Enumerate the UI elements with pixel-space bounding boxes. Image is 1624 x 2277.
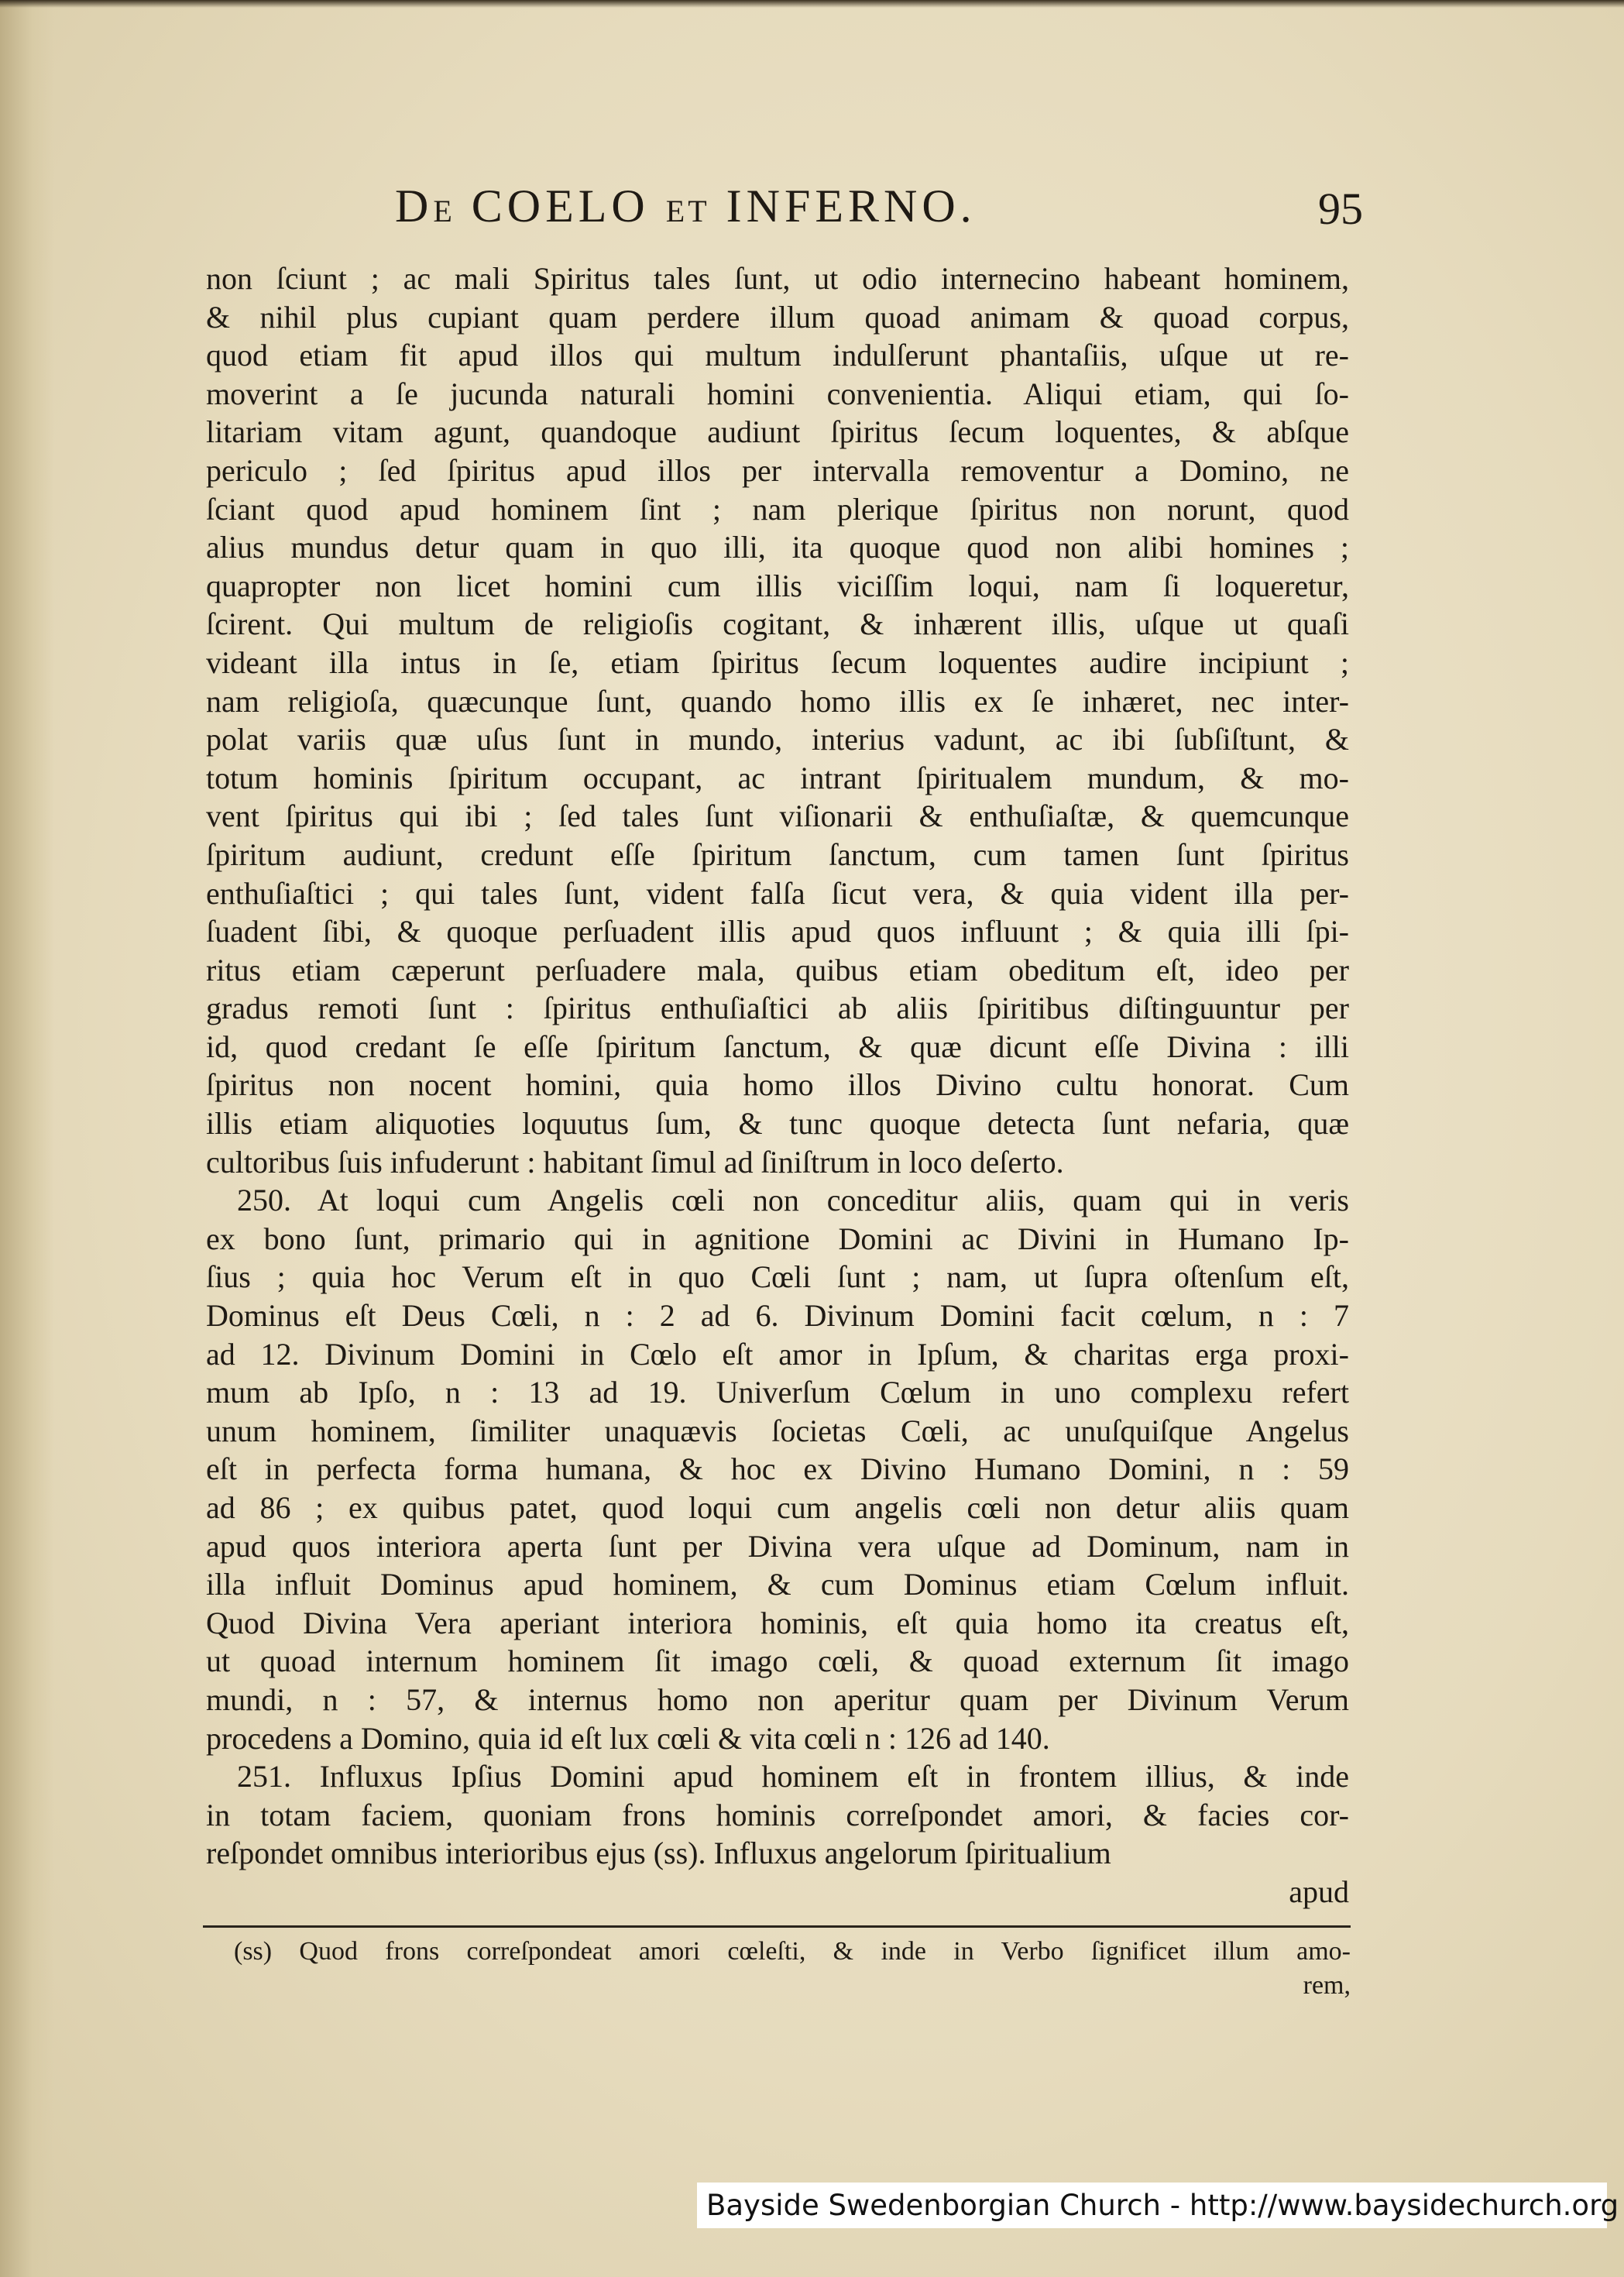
binding-shadow <box>0 0 54 2277</box>
footnote-line: (ss) Quod frons correſpondeat amori cœleſti, & inde in Verbo ſignificet illum amo- <box>234 1937 1351 1966</box>
text-line: nam religioſa, quæcunque ſunt, quando homo illis ex ſe inhæret, nec inter- <box>206 683 1349 719</box>
text-line: cultoribus ſuis infuderunt : habitant ſimul ad ſiniſtrum in loco deſerto. <box>206 1144 1064 1180</box>
text-line: illis etiam aliquoties loquutus ſum, & tunc quoque detecta ſunt nefaria, quæ <box>206 1106 1349 1142</box>
page-number: 95 <box>1318 184 1363 234</box>
body-text <box>206 259 1349 1911</box>
title-coelo: COELO <box>471 180 650 232</box>
text-line: periculo ; ſed ſpiritus apud illos per intervalla removentur a Domino, ne <box>206 452 1349 488</box>
text-line: procedens a Domino, quia id eſt lux cœli & vita cœli n : 126 ad 140. <box>206 1720 1050 1756</box>
text-line: videant illa intus in ſe, etiam ſpiritus ſecum loquentes audire incipiunt ; <box>206 644 1349 680</box>
page-top-edge <box>0 0 1624 8</box>
text-line: 250. At loqui cum Angelis cœli non conceditur aliis, quam qui in veris <box>237 1183 1349 1218</box>
text-line: apud <box>1289 1873 1349 1909</box>
text-line: alius mundus detur quam in quo illi, ita quoque quod non alibi homines ; <box>206 530 1349 565</box>
text-line: unum hominem, ſimiliter unaquævis ſocietas Cœli, ac unuſquiſque Angelus <box>206 1413 1349 1448</box>
text-line: ſpiritus non nocent homini, quia homo illos Divino cultu honorat. Cum <box>206 1067 1349 1103</box>
text-line: ſius ; quia hoc Verum eſt in quo Cœli ſunt ; nam, ut ſupra oſtenſum eſt, <box>206 1259 1349 1295</box>
text-line: ſciant quod apud hominem ſint ; nam plerique ſpiritus non norunt, quod <box>206 491 1349 527</box>
text-line: apud quos interiora aperta ſunt per Divina vera uſque ad Dominum, nam in <box>206 1528 1349 1564</box>
footnote-line: rem, <box>1303 1971 1351 2000</box>
text-line: quapropter non licet homini cum illis viciſſim loqui, nam ſi loqueretur, <box>206 568 1349 603</box>
text-line: moverint a ſe jucunda naturali homini convenientia. Aliqui etiam, qui ſo- <box>206 376 1349 411</box>
text-line: Dominus eſt Deus Cœli, n : 2 ad 6. Divinum Domini facit cœlum, n : 7 <box>206 1298 1349 1334</box>
text-line: quod etiam fit apud illos qui multum indulſerunt phantaſiis, uſque ut re- <box>206 338 1349 373</box>
title-de-small: E <box>433 194 455 228</box>
text-line: illa influit Dominus apud hominem, & cum Dominus etiam Cœlum influit. <box>206 1567 1349 1602</box>
text-line: ritus etiam cæperunt perſuadere mala, quibus etiam obeditum eſt, ideo per <box>206 952 1349 987</box>
text-line: id, quod credant ſe eſſe ſpiritum ſanctum, & quæ dicunt eſſe Divina : illi <box>206 1029 1349 1064</box>
text-line: polat variis quæ uſus ſunt in mundo, interius vadunt, ac ibi ſubſiſtunt, & <box>206 722 1349 757</box>
text-line: mundi, n : 57, & internus homo non aperitur quam per Divinum Verum <box>206 1681 1349 1717</box>
text-line: mum ab Ipſo, n : 13 ad 19. Univerſum Cœlum in uno complexu refert <box>206 1375 1349 1410</box>
running-header <box>395 180 1464 242</box>
text-line: ſcirent. Qui multum de religioſis cogitant, & inhærent illis, uſque ut quaſi <box>206 606 1349 642</box>
watermark: Bayside Swedenborgian Church - http://www.baysidechurch.org <box>697 2183 1607 2228</box>
text-line: litariam vitam agunt, quandoque audiunt ſpiritus ſecum loquentes, & abſque <box>206 414 1349 450</box>
text-line: ſuadent ſibi, & quoque perſuadent illis apud quos influunt ; & quia illi ſpi- <box>206 914 1349 950</box>
text-line: ad 12. Divinum Domini in Cœlo eſt amor in Ipſum, & charitas erga proxi- <box>206 1336 1349 1372</box>
title-inferno: INFERNO. <box>726 180 977 232</box>
text-line: ad 86 ; ex quibus patet, quod loqui cum angelis cœli non detur aliis quam <box>206 1490 1349 1525</box>
footnote-rule <box>203 1925 1351 1928</box>
running-title <box>395 180 977 233</box>
text-line: ut quoad internum hominem ſit imago cœli, & quoad externum ſit imago <box>206 1643 1349 1679</box>
title-et: ET <box>665 194 710 228</box>
text-line: enthuſiaſtici ; qui tales ſunt, vident falſa ſicut vera, & quia vident illa per- <box>206 875 1349 911</box>
text-line: in totam faciem, quoniam frons hominis correſpondet amori, & facies cor- <box>206 1797 1349 1832</box>
text-line: vent ſpiritus qui ibi ; ſed tales ſunt viſionarii & enthuſiaſtæ, & quemcunque <box>206 798 1349 834</box>
text-line: 251. Influxus Ipſius Domini apud hominem eſt in frontem illius, & inde <box>237 1759 1349 1794</box>
footnote <box>203 1935 1351 2003</box>
text-line: gradus remoti ſunt : ſpiritus enthuſiaſtici ab aliis ſpiritibus diſtinguuntur per <box>206 991 1349 1026</box>
text-line: non ſciunt ; ac mali Spiritus tales ſunt, ut odio internecino habeant hominem, <box>206 261 1349 296</box>
text-line: Quod Divina Vera aperiant interiora hominis, eſt quia homo ita creatus eſt, <box>206 1605 1349 1640</box>
text-line: totum hominis ſpiritum occupant, ac intrant ſpiritualem mundum, & mo- <box>206 760 1349 795</box>
text-line: ſpiritum audiunt, credunt eſſe ſpiritum ſanctum, cum tamen ſunt ſpiritus <box>206 836 1349 872</box>
text-line: eſt in perfecta forma humana, & hoc ex Divino Humano Domini, n : 59 <box>206 1451 1349 1487</box>
text-line: ex bono ſunt, primario qui in agnitione Domini ac Divini in Humano Ip- <box>206 1221 1349 1256</box>
text-line: reſpondet omnibus interioribus ejus (ss). Influxus angelorum ſpiritualium <box>206 1836 1111 1871</box>
text-line: & nihil plus cupiant quam perdere illum quoad animam & quoad corpus, <box>206 299 1349 335</box>
title-de: D <box>395 180 434 232</box>
